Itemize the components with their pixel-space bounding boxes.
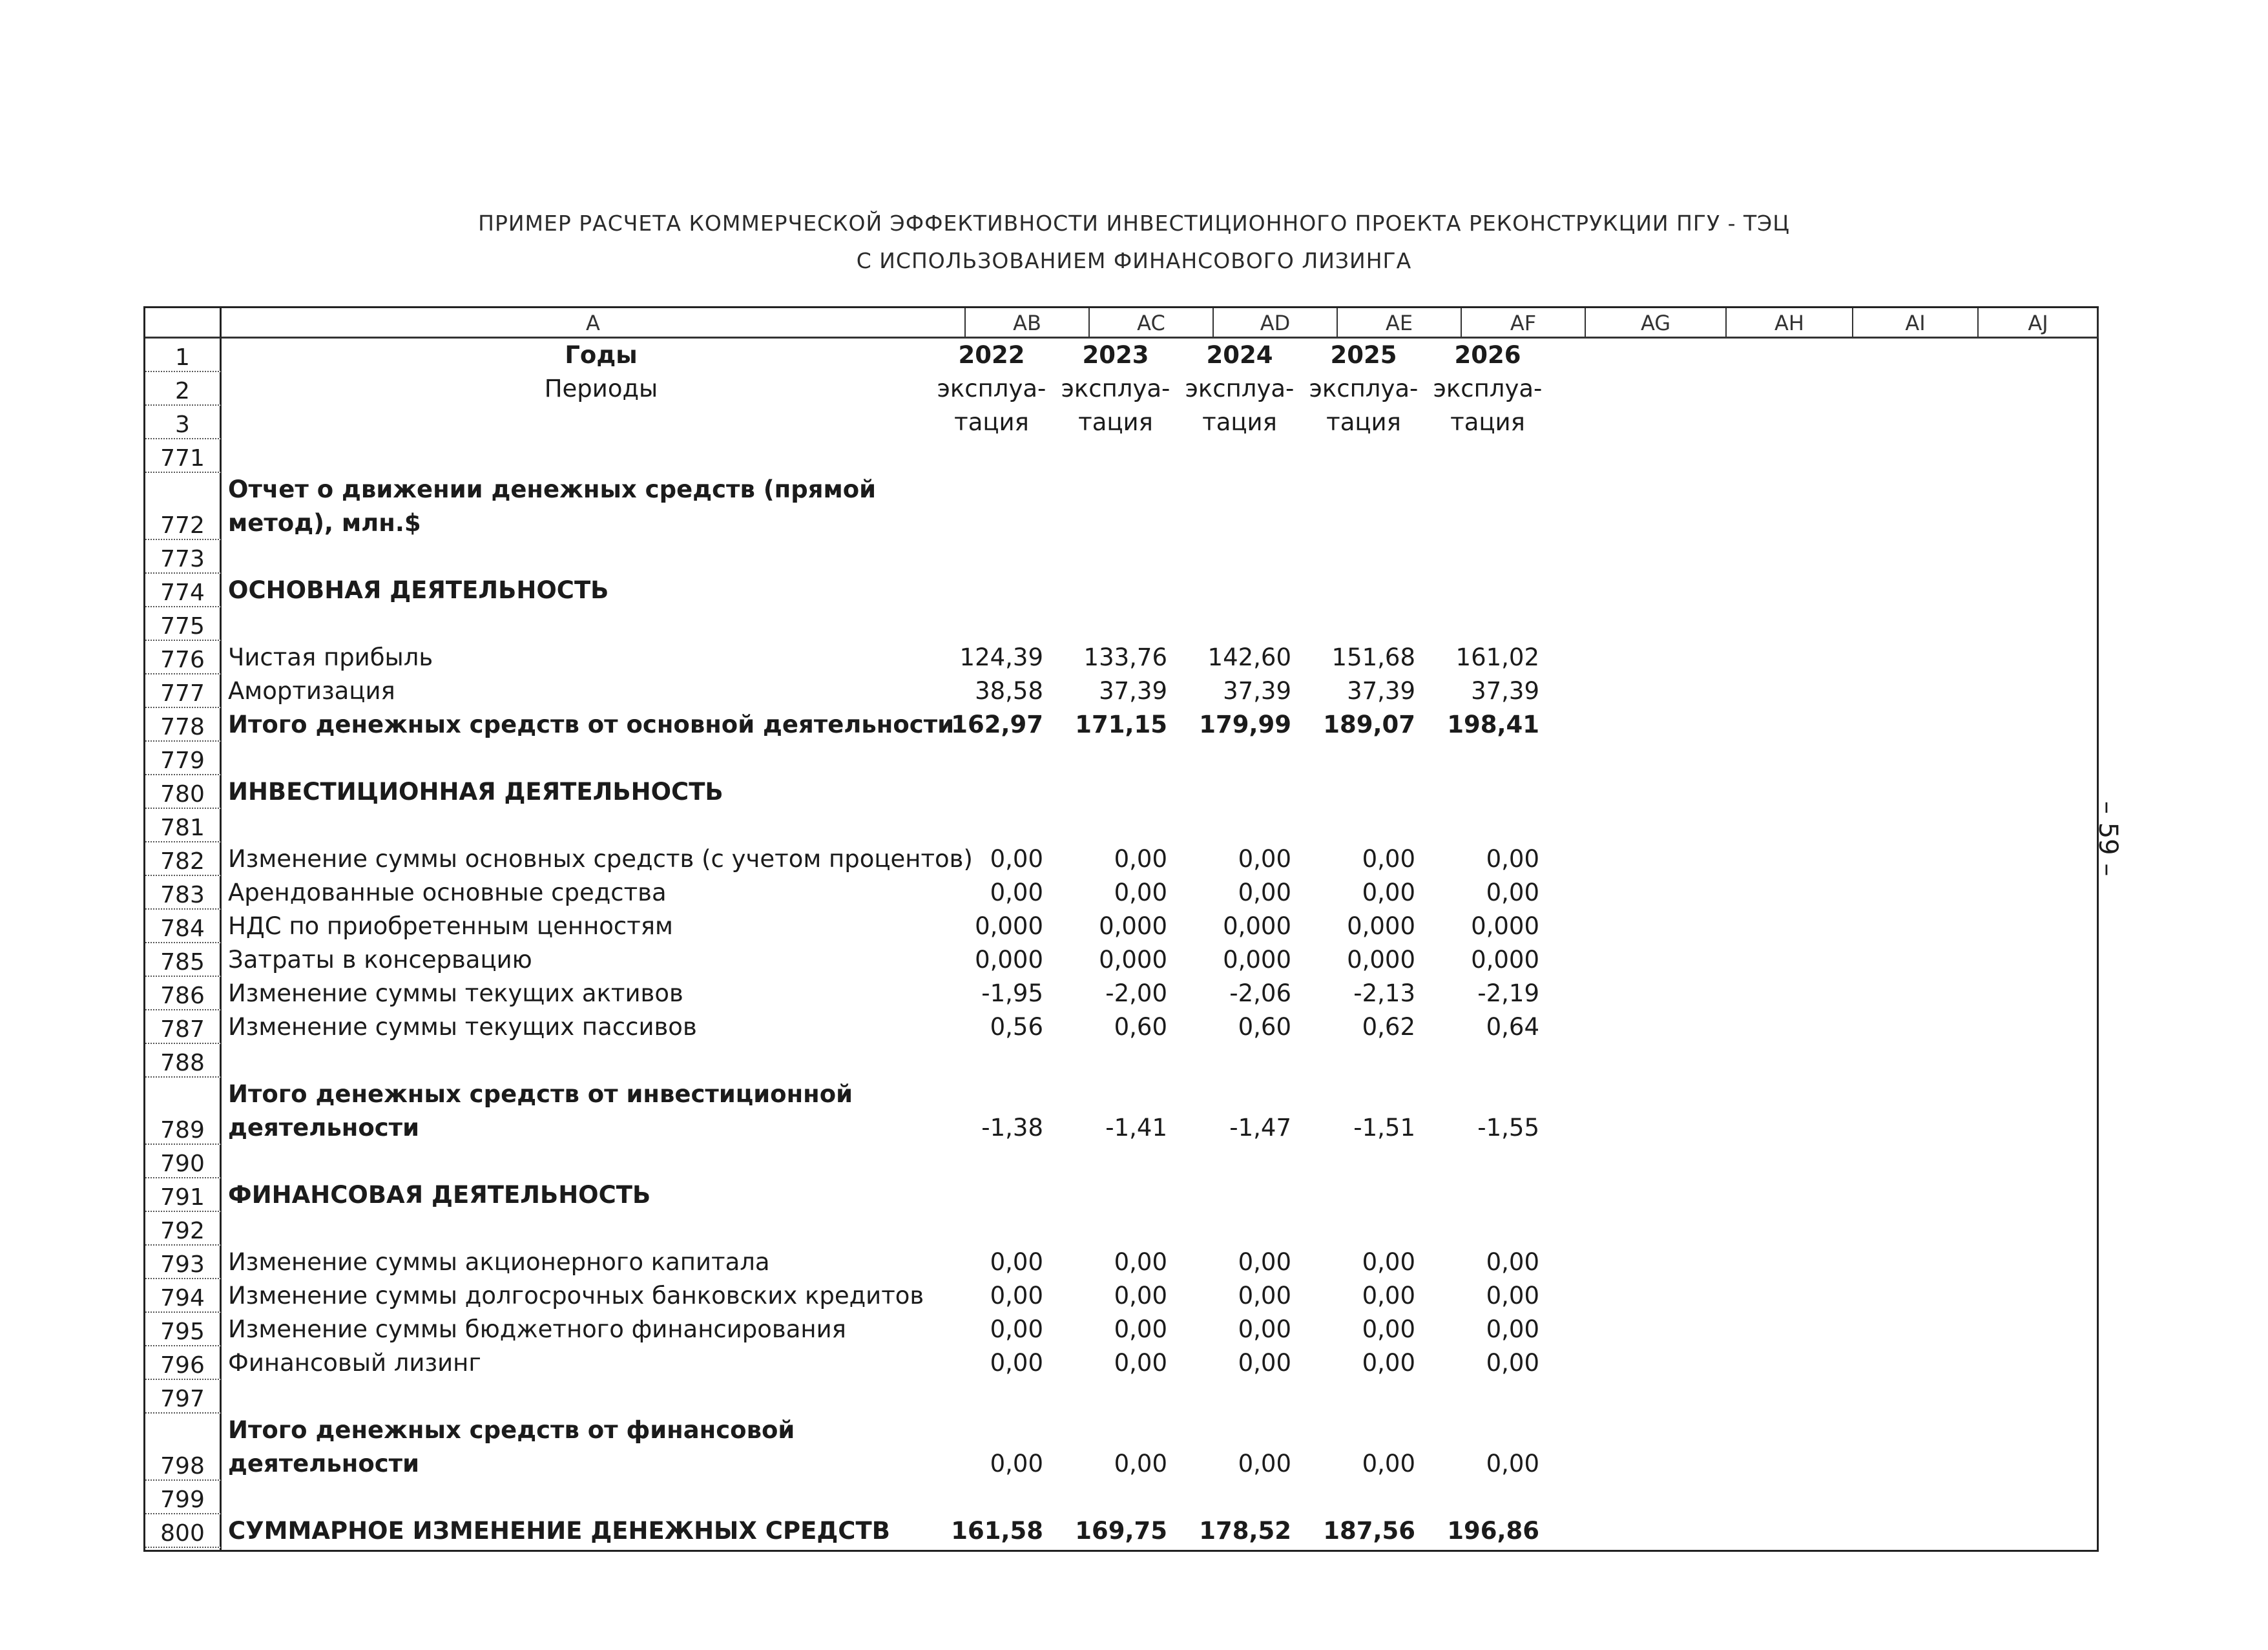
value-cell: 0,60 [1114,1013,1167,1041]
value-cell: 0,62 [1362,1013,1415,1041]
row-label: Изменение суммы текущих активов [228,979,683,1007]
row-number: 796 [145,1346,222,1380]
row-number: 795 [145,1313,222,1346]
value-cell: -2,13 [1353,979,1415,1007]
header-cell: тация [1078,408,1153,436]
value-cell: 0,00 [1238,1349,1291,1377]
row-number: 790 [145,1145,222,1178]
header-cell: эксплуа- [1433,375,1543,402]
value-cell: 0,00 [1238,1282,1291,1310]
value-cell: 0,00 [1114,1282,1167,1310]
value-cell: 133,76 [1083,643,1167,671]
value-cell: 187,56 [1323,1517,1415,1545]
column-header-corner [145,308,222,339]
header-cell: эксплуа- [1185,375,1295,402]
value-cell: -2,00 [1105,979,1167,1007]
row-number: 791 [145,1178,222,1212]
row-label: Периоды [544,375,658,402]
value-cell: 0,56 [990,1013,1043,1041]
row-label: Изменение суммы долгосрочных банковских кредитов [228,1282,924,1310]
row-label: Итого денежных средств от инвестиционной [228,1080,853,1108]
value-cell: -1,47 [1229,1114,1291,1142]
row-label: НДС по приобретенным ценностям [228,912,673,940]
row-number: 792 [145,1212,222,1246]
value-cell: 189,07 [1323,711,1415,738]
header-cell: эксплуа- [1061,375,1170,402]
row-label: Финансовый лизинг [228,1349,481,1377]
value-cell: -1,41 [1105,1114,1167,1142]
value-cell: 0,00 [1114,879,1167,906]
row-label: Изменение суммы основных средств (с учетом процентов) [228,845,973,873]
row-number: 779 [145,742,222,775]
row-label: ОСНОВНАЯ ДЕЯТЕЛЬНОСТЬ [228,576,609,604]
row-number: 774 [145,574,222,607]
value-cell: 0,000 [1471,912,1539,940]
value-cell: 179,99 [1199,711,1291,738]
row-number: 783 [145,876,222,910]
value-cell: -1,95 [981,979,1043,1007]
row-label-continued: деятельности [228,1114,420,1142]
column-header-ab: AB [966,308,1090,339]
column-header-ah: AH [1727,308,1853,339]
row-label: Итого денежных средств от основной деятельности [228,711,955,738]
row-label-continued: деятельности [228,1450,420,1478]
value-cell: 0,000 [1347,946,1415,974]
row-label: Изменение суммы бюджетного финансирования [228,1315,846,1343]
column-header-ae: AE [1338,308,1462,339]
row-label: СУММАРНОЕ ИЗМЕНЕНИЕ ДЕНЕЖНЫХ СРЕДСТВ [228,1517,890,1545]
header-cell: 2022 [958,341,1025,369]
spreadsheet-table [143,306,2099,1552]
row-number: 799 [145,1481,222,1514]
page-number: – 59 – [2093,801,2123,877]
value-cell: 151,68 [1331,643,1415,671]
value-cell: 0,00 [1486,1248,1539,1276]
value-cell: 0,00 [1486,1315,1539,1343]
column-header-ac: AC [1090,308,1214,339]
row-number: 788 [145,1044,222,1078]
row-label-continued: метод), млн.$ [228,509,421,537]
value-cell: 37,39 [1347,677,1415,705]
value-cell: 0,00 [1486,845,1539,873]
value-cell: 124,39 [959,643,1043,671]
row-label: ФИНАНСОВАЯ ДЕЯТЕЛЬНОСТЬ [228,1181,651,1209]
row-number: 780 [145,775,222,809]
row-number: 1 [145,339,222,372]
row-label: Амортизация [228,677,395,705]
value-cell: 142,60 [1207,643,1291,671]
value-cell: -1,38 [981,1114,1043,1142]
row-number: 800 [145,1514,222,1548]
value-cell: 0,00 [1486,1450,1539,1478]
value-cell: 0,000 [1099,912,1167,940]
value-cell: 37,39 [1471,677,1539,705]
row-number: 2 [145,372,222,406]
header-cell: эксплуа- [937,375,1046,402]
column-header-ai: AI [1853,308,1979,339]
row-label: Изменение суммы текущих пассивов [228,1013,697,1041]
row-label: Арендованные основные средства [228,879,667,906]
value-cell: 38,58 [975,677,1043,705]
column-header-ag: AG [1586,308,1727,339]
row-number: 785 [145,943,222,977]
row-number: 778 [145,708,222,742]
header-cell: 2026 [1454,341,1521,369]
header-cell: тация [1202,408,1277,436]
value-cell: 0,000 [1471,946,1539,974]
value-cell: 162,97 [951,711,1043,738]
row-label: Чистая прибыль [228,643,433,671]
value-cell: 0,00 [1114,1248,1167,1276]
row-label: Итого денежных средств от финансовой [228,1416,795,1444]
value-cell: 0,00 [1238,845,1291,873]
value-cell: 0,00 [1486,879,1539,906]
header-cell: 2025 [1330,341,1397,369]
value-cell: -1,51 [1353,1114,1415,1142]
column-header-af: AF [1462,308,1586,339]
row-number: 793 [145,1246,222,1279]
value-cell: 0,00 [990,1450,1043,1478]
row-number: 787 [145,1010,222,1044]
document-title-line-2: С ИСПОЛЬЗОВАНИЕМ ФИНАНСОВОГО ЛИЗИНГА [856,248,1412,273]
row-label: Затраты в консервацию [228,946,532,974]
value-cell: 161,02 [1455,643,1539,671]
value-cell: 37,39 [1099,677,1167,705]
value-cell: 178,52 [1199,1517,1291,1545]
value-cell: 0,000 [1099,946,1167,974]
document-title-line-1: ПРИМЕР РАСЧЕТА КОММЕРЧЕСКОЙ ЭФФЕКТИВНОСТИ ИНВЕСТИЦИОННОГО ПРОЕКТА РЕКОНСТРУКЦИИ ПГУ - ТЭЦ [478,211,1790,236]
row-number: 772 [145,473,222,540]
value-cell: 0,00 [1362,1450,1415,1478]
value-cell: 0,000 [975,946,1043,974]
value-cell: 0,00 [1486,1349,1539,1377]
row-number: 784 [145,910,222,943]
row-number: 789 [145,1078,222,1145]
header-cell: 2024 [1206,341,1273,369]
value-cell: 0,000 [1223,912,1291,940]
value-cell: 0,00 [990,1349,1043,1377]
header-cell: тация [1326,408,1401,436]
value-cell: 0,00 [990,845,1043,873]
value-cell: -1,55 [1477,1114,1539,1142]
column-header-ad: AD [1214,308,1338,339]
value-cell: 0,00 [1114,1315,1167,1343]
row-number: 776 [145,641,222,674]
value-cell: 0,00 [1238,1315,1291,1343]
value-cell: 0,000 [1347,912,1415,940]
row-number: 775 [145,607,222,641]
value-cell: 198,41 [1447,711,1539,738]
header-cell: 2023 [1082,341,1149,369]
value-cell: 0,00 [1486,1282,1539,1310]
value-cell: 0,00 [990,1248,1043,1276]
value-cell: 0,000 [975,912,1043,940]
value-cell: 0,00 [990,1282,1043,1310]
row-number: 798 [145,1414,222,1481]
row-number: 782 [145,842,222,876]
value-cell: 0,000 [1223,946,1291,974]
value-cell: 171,15 [1075,711,1167,738]
row-number: 786 [145,977,222,1010]
value-cell: 37,39 [1223,677,1291,705]
value-cell: 196,86 [1447,1517,1539,1545]
value-cell: 0,00 [990,1315,1043,1343]
column-header-aj: AJ [1979,308,2099,339]
row-label: Отчет о движении денежных средств (прямой [228,475,877,503]
value-cell: 0,00 [1362,1315,1415,1343]
value-cell: 0,00 [1362,879,1415,906]
header-cell: эксплуа- [1309,375,1419,402]
row-label: ИНВЕСТИЦИОННАЯ ДЕЯТЕЛЬНОСТЬ [228,778,723,806]
value-cell: 0,00 [1114,1349,1167,1377]
row-number: 3 [145,406,222,439]
value-cell: 0,00 [1114,1450,1167,1478]
value-cell: 0,00 [1362,1349,1415,1377]
row-number: 773 [145,540,222,574]
row-label: Годы [565,341,638,369]
row-number: 777 [145,674,222,708]
value-cell: 0,00 [1114,845,1167,873]
column-header-a: A [222,308,966,339]
value-cell: 0,00 [990,879,1043,906]
row-number: 794 [145,1279,222,1313]
header-cell: тация [1450,408,1525,436]
value-cell: 0,60 [1238,1013,1291,1041]
row-number: 771 [145,439,222,473]
header-cell: тация [954,408,1029,436]
row-label: Изменение суммы акционерного капитала [228,1248,770,1276]
value-cell: 169,75 [1075,1517,1167,1545]
value-cell: 0,00 [1362,1282,1415,1310]
value-cell: 0,64 [1486,1013,1539,1041]
row-number: 797 [145,1380,222,1414]
value-cell: 161,58 [951,1517,1043,1545]
value-cell: 0,00 [1362,1248,1415,1276]
value-cell: 0,00 [1238,1248,1291,1276]
value-cell: 0,00 [1238,1450,1291,1478]
value-cell: 0,00 [1362,845,1415,873]
row-number-column-fill [145,1548,222,1550]
value-cell: 0,00 [1238,879,1291,906]
value-cell: -2,19 [1477,979,1539,1007]
value-cell: -2,06 [1229,979,1291,1007]
row-number: 781 [145,809,222,842]
